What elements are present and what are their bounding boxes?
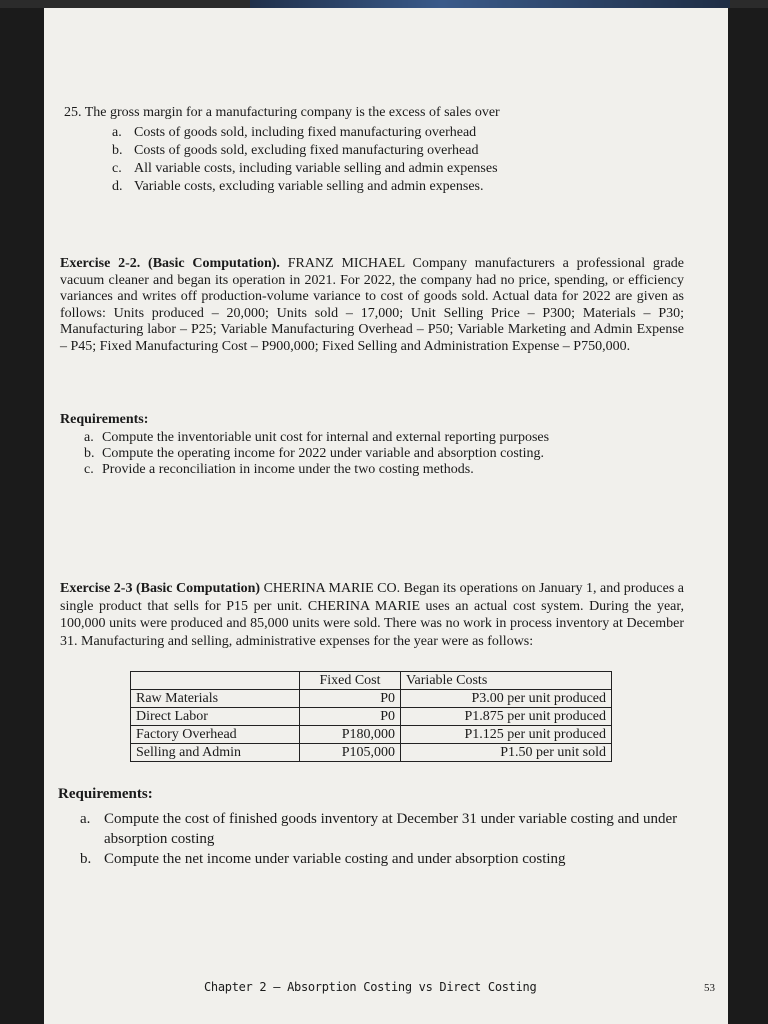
table-header-fixed: Fixed Cost	[300, 672, 401, 690]
exercise-2-3-heading: Exercise 2-3 (Basic Computation)	[60, 581, 261, 596]
question-25-options	[112, 124, 624, 196]
table-row: Raw Materials P0 P3.00 per unit produced	[131, 690, 612, 708]
photo-top-edge	[0, 0, 768, 8]
exercise-2-2-heading: Exercise 2-2. (Basic Computation).	[60, 256, 280, 271]
table-header-row	[131, 672, 612, 690]
exercise-2-2-paragraph	[60, 256, 684, 356]
table-row: Selling and Admin P105,000 P1.50 per unit sold	[131, 744, 612, 762]
book-cover-edge	[250, 0, 730, 8]
cost-table	[130, 671, 612, 762]
question-25	[64, 104, 624, 196]
requirement-c: c. Provide a reconciliation in income under the two costing methods.	[84, 462, 474, 477]
option-a: a. Costs of goods sold, including fixed manufacturing overhead	[112, 125, 477, 140]
chapter-footer: Chapter 2 – Absorption Costing vs Direct Costing	[204, 980, 537, 994]
page-number: 53	[704, 982, 715, 994]
requirement-b: b. Compute the net income under variable costing and under absorption costing	[80, 851, 566, 867]
option-c: c. All variable costs, including variable selling and admin expenses	[112, 161, 498, 176]
requirements-heading: Requirements:	[60, 412, 149, 427]
table-row: Factory Overhead P180,000 P1.125 per unit produced	[131, 726, 612, 744]
table-row: Direct Labor P0 P1.875 per unit produced	[131, 708, 612, 726]
exercise-2-3-requirements	[58, 786, 708, 869]
book-page	[44, 8, 728, 1024]
question-25-stem: 25. The gross margin for a manufacturing company is the excess of sales over	[64, 105, 500, 120]
option-b: b. Costs of goods sold, excluding fixed manufacturing overhead	[112, 143, 479, 158]
exercise-2-3-body: CHERINA MARIE CO. Began its operations on January 1, and produces a single product that sells for P15 per unit. CHERINA MARIE uses an actual cost system. During the year, 100,000 units were produced and 85,000 units were sold. There was no work in process inventory at December 31. Manufacturing and selling, administrative expenses for the year were as follows:	[60, 581, 685, 649]
exercise-2-2-requirements	[60, 412, 549, 478]
exercise-2-3-paragraph	[60, 580, 684, 650]
requirement-a: a. Compute the cost of finished goods inventory at December 31 under variable costing and under absorption costing	[80, 811, 678, 847]
requirements-heading: Requirements:	[58, 786, 153, 802]
option-d: d. Variable costs, excluding variable selling and admin expenses.	[112, 179, 484, 194]
requirement-a: a. Compute the inventoriable unit cost for internal and external reporting purposes	[84, 430, 550, 445]
table-header-variable: Variable Costs	[401, 672, 612, 690]
exercise-2-2-body: FRANZ MICHAEL Company manufacturers a professional grade vacuum cleaner and began its operation in 2021. For 2022, the company had no price, spending, or efficiency variances and writes off production-volume variance to cost of goods sold. Actual data for 2022 are given as follows: Units produced – 20,000; Units sold – 17,000; Unit Selling Price – P300; Materials – P30; Manufacturing labor – P25; Variable Manufacturing Overhead – P50; Variable Marketing and Admin Expense – P45; Fixed Manufacturing Cost – P900,000; Fixed Selling and Administration Expense – P750,000.	[60, 256, 684, 354]
requirement-b: b. Compute the operating income for 2022 under variable and absorption costing.	[84, 446, 545, 461]
table-header-blank	[131, 672, 300, 690]
